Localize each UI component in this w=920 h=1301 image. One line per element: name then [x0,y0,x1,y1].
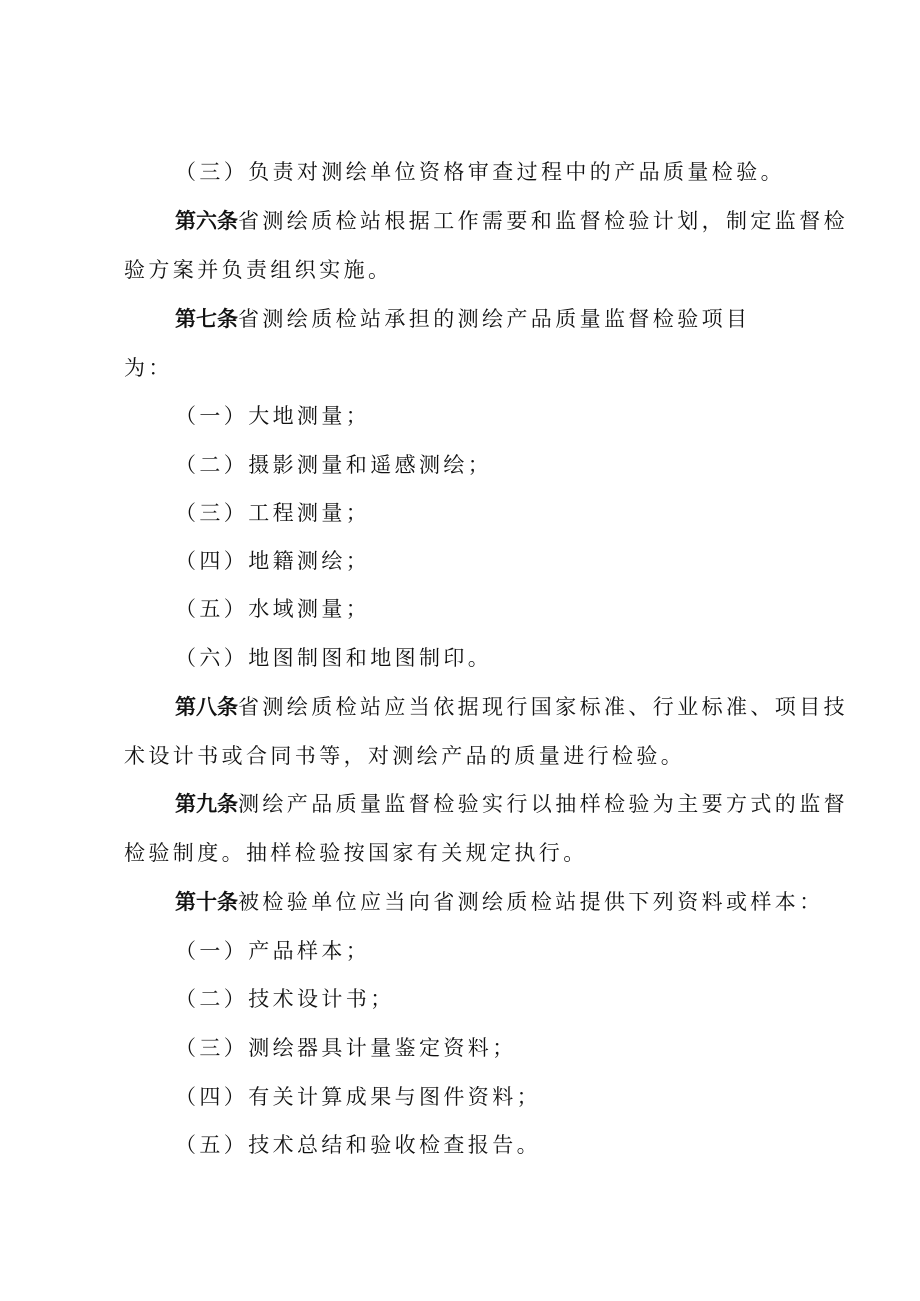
article-8-heading: 第八条 [175,695,238,719]
article-8-line-2: 术设计书或合同书等，对测绘产品的质量进行检验。 [124,744,686,768]
paragraph-item: （三）负责对测绘单位资格审查过程中的产品质量检验。 [175,160,785,184]
article-7-heading: 第七条 [175,307,238,331]
list-item: （五）水域测量； [175,597,371,621]
article-6-line-2: 验方案并负责组织实施。 [124,258,393,282]
article-9-heading: 第九条 [175,792,238,816]
article-10-text: 被检验单位应当向省测绘质检站提供下列资料或样本： [238,890,824,914]
list-item: （二）摄影测量和遥感测绘； [175,453,493,477]
article-8-text: 省测绘质检站应当依据现行国家标准、行业标准、项目技 [238,695,848,719]
article-9-line-1 [175,790,848,818]
article-10-line-1 [175,888,824,916]
article-8-line-1 [175,693,848,721]
list-item: （一）产品样本； [175,939,371,963]
article-7-line-1 [175,305,750,333]
list-item: （一）大地测量； [175,404,371,428]
list-item: （二）技术设计书； [175,987,395,1011]
list-item: （四）地籍测绘； [175,549,371,573]
list-item: （六）地图制图和地图制印。 [175,646,493,670]
list-item: （五）技术总结和验收检查报告。 [175,1133,541,1157]
article-9-text: 测绘产品质量监督检验实行以抽样检验为主要方式的监督 [238,792,848,816]
article-6-heading: 第六条 [175,209,238,233]
list-item: （四）有关计算成果与图件资料； [175,1085,541,1109]
article-9-line-2: 检验制度。抽样检验按国家有关规定执行。 [124,841,588,865]
article-10-heading: 第十条 [175,890,238,914]
list-item: （三）工程测量； [175,501,371,525]
article-7-line-2: 为： [124,356,173,380]
article-7-text: 省测绘质检站承担的测绘产品质量监督检验项目 [238,307,751,331]
article-6-line-1 [175,207,848,235]
list-item: （三）测绘器具计量鉴定资料； [175,1036,517,1060]
article-6-text: 省测绘质检站根据工作需要和监督检验计划，制定监督检 [238,209,848,233]
